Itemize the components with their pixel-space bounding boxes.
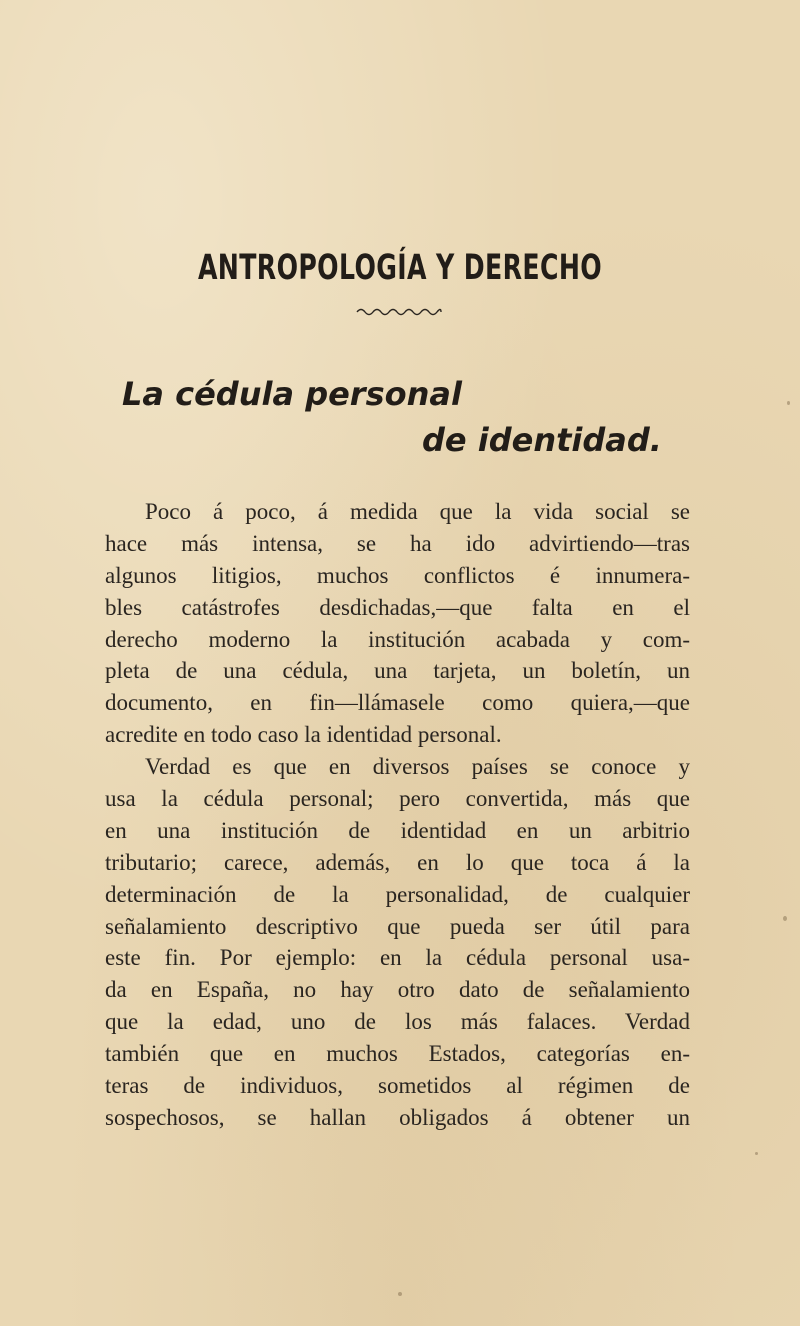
- paragraph-1: [105, 496, 690, 751]
- text-line: que la edad, uno de los más falaces. Verdad: [105, 1009, 690, 1035]
- text-line: en una institución de identidad en un arbitrio: [105, 817, 690, 843]
- text-line: acredite en todo caso la identidad personal.: [105, 722, 502, 748]
- text-line: sospechosos, se hallan obligados á obtener un: [105, 1104, 690, 1130]
- text-line: Poco á poco, á medida que la vida social se: [145, 499, 690, 524]
- text-line: da en España, no hay otro dato de señalamiento: [105, 977, 690, 1003]
- wavy-ornament-icon: [355, 304, 443, 320]
- paper-speck: [787, 401, 790, 405]
- subtitle-line-1: La cédula personal: [122, 375, 462, 413]
- text-line: determinación de la personalidad, de cualquier: [105, 881, 690, 907]
- text-line: señalamiento descriptivo que pueda ser útil para: [105, 913, 690, 939]
- text-line: tributario; carece, además, en lo que toca á la: [105, 849, 690, 875]
- paper-speck: [398, 1292, 402, 1296]
- text-line: Verdad es que en diversos países se conoce y: [145, 754, 690, 780]
- text-line: hace más intensa, se ha ido advirtiendo—tras: [105, 530, 690, 556]
- text-line: también que en muchos Estados, categorías en-: [105, 1041, 690, 1067]
- text-line: algunos litigios, muchos conflictos é innumera-: [105, 562, 690, 588]
- page-title: ANTROPOLOGÍA Y DERECHO: [197, 248, 603, 288]
- paper-speck: [783, 916, 787, 921]
- text-line: bles catástrofes desdichadas,—que falta en el: [105, 594, 690, 620]
- body-text: [105, 496, 690, 1134]
- text-line: pleta de una cédula, una tarjeta, un boletín, un: [105, 658, 690, 684]
- paper-speck: [755, 1152, 758, 1155]
- subtitle-line-2: de identidad.: [422, 421, 662, 459]
- text-line: teras de individuos, sometidos al régimen de: [105, 1073, 690, 1099]
- paragraph-2: [105, 751, 690, 1134]
- text-line: documento, en fin—llámasele como quiera,—que: [105, 690, 690, 716]
- text-line: este fin. Por ejemplo: en la cédula personal usa-: [105, 945, 690, 971]
- text-line: derecho moderno la institución acabada y com-: [105, 626, 690, 652]
- text-line: usa la cédula personal; pero convertida, más que: [105, 786, 690, 812]
